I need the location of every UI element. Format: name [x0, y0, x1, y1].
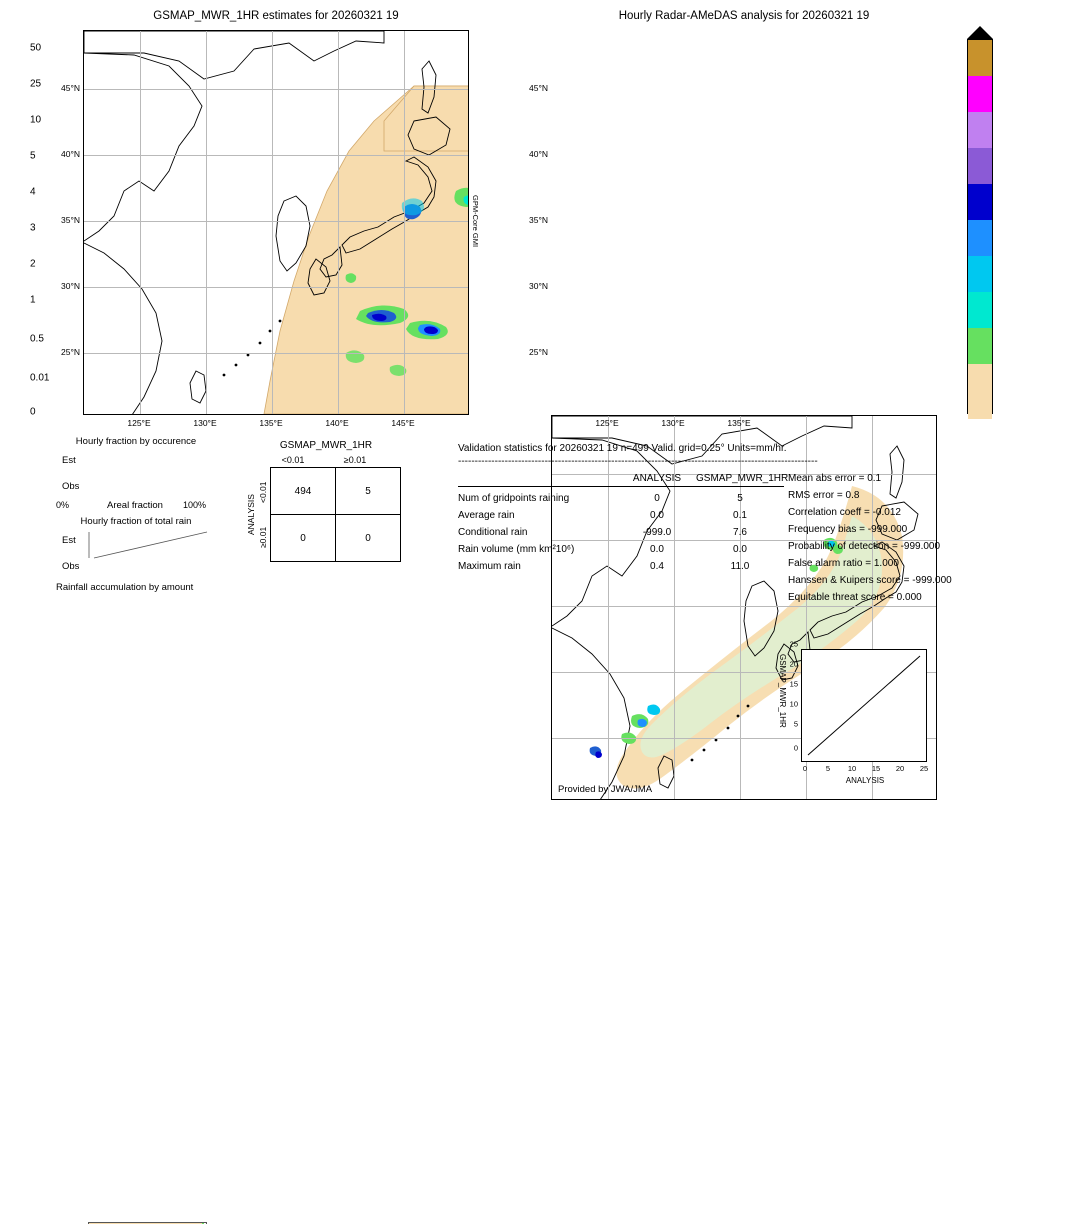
- scatter-inset: [801, 649, 927, 762]
- map-credit: Provided by JWA/JMA: [558, 784, 653, 795]
- left-map-lon-130: 130°E: [193, 418, 217, 428]
- table-row: [458, 493, 784, 510]
- total-rain-row-label-est: Est: [62, 535, 76, 546]
- validation-row-gsmap-0: 5: [737, 493, 743, 504]
- left-map-lon-135: 135°E: [259, 418, 283, 428]
- occurrence-axis-max: 100%: [183, 500, 207, 510]
- colorbar-label-5: 5: [30, 150, 36, 162]
- occurrence-axis-min: 0%: [56, 500, 70, 510]
- contingency-col-header-1: <0.01: [281, 455, 305, 465]
- validation-row-label-1: Average rain: [458, 510, 515, 521]
- colorbar-seg-0.5: [968, 328, 992, 364]
- validation-row-label-0: Num of gridpoints raining: [458, 493, 570, 504]
- contingency-cell-11: 0: [336, 515, 401, 562]
- inset-xtick-0: 0: [802, 764, 808, 773]
- validation-row-analysis-0: 0: [654, 493, 660, 504]
- inset-ytick-10: 10: [789, 699, 798, 709]
- occurrence-title: Hourly fraction by occurence: [75, 436, 197, 447]
- contingency-row-header-2: ≥0.01: [258, 526, 268, 548]
- table-row: [458, 561, 784, 578]
- colorbar-label-3: 3: [30, 222, 36, 234]
- colorbar-label-0: 0: [30, 406, 36, 418]
- occurrence-bar-est: [88, 1222, 207, 1224]
- contingency-row-header-1: <0.01: [258, 481, 268, 503]
- validation-row-analysis-3: 0.0: [650, 544, 664, 555]
- inset-ytick-15: 15: [789, 679, 798, 689]
- validation-col-header-gsmap: GSMAP_MWR_1HR: [696, 473, 789, 484]
- colorbar-arrow-icon: [967, 26, 993, 39]
- right-map-lat-30: 30°N: [529, 281, 548, 291]
- left-map-lon-125: 125°E: [127, 418, 151, 428]
- left-panel-title: GSMAP_MWR_1HR estimates for 20260321 19: [153, 10, 399, 22]
- inset-ytick-20: 20: [789, 659, 798, 669]
- colorbar-seg-3: [968, 220, 992, 256]
- colorbar-seg-5: [968, 148, 992, 184]
- contingency-title: GSMAP_MWR_1HR: [279, 440, 373, 451]
- colorbar-seg-50: [968, 40, 992, 76]
- validation-metric-4: Probability of detection = -999.000: [788, 541, 941, 552]
- validation-row-analysis-1: 0.0: [650, 510, 664, 521]
- occurrence-axis-label: Areal fraction: [107, 500, 163, 511]
- validation-row-label-3: Rain volume (mm km²10⁶): [458, 544, 575, 555]
- validation-metric-2: Correlation coeff = -0.012: [788, 507, 901, 518]
- validation-row-label-4: Maximum rain: [458, 561, 521, 572]
- right-map-lon-135: 135°E: [727, 418, 751, 428]
- colorbar-label-50: 50: [30, 42, 42, 54]
- left-map-lat-30: 30°N: [61, 281, 80, 291]
- contingency-cell-00: 494: [271, 468, 336, 515]
- right-map-lat-35: 35°N: [529, 215, 548, 225]
- inset-ytick-0: 0: [793, 743, 798, 753]
- colorbar-label-25: 25: [30, 78, 42, 90]
- colorbar-seg-25: [968, 76, 992, 112]
- inset-xtick-15: 15: [871, 764, 881, 773]
- contingency-table: [270, 467, 401, 562]
- inset-xtick-25: 25: [919, 764, 929, 773]
- table-row: [458, 544, 784, 561]
- right-map-lon-125: 125°E: [595, 418, 619, 428]
- inset-xlabel: ANALYSIS: [845, 776, 885, 785]
- left-map-lat-45: 45°N: [61, 83, 80, 93]
- total-rain-title: Hourly fraction of total rain: [80, 516, 192, 527]
- validation-table: [458, 493, 784, 578]
- validation-metric-5: False alarm ratio = 1.000: [788, 558, 899, 569]
- left-map-lat-40: 40°N: [61, 149, 80, 159]
- left-map-lat-35: 35°N: [61, 215, 80, 225]
- colorbar-seg-1: [968, 292, 992, 328]
- colorbar-seg-4: [968, 184, 992, 220]
- validation-metric-1: RMS error = 0.8: [788, 490, 860, 501]
- inset-xtick-10: 10: [847, 764, 857, 773]
- validation-metric-3: Frequency bias = -999.000: [788, 524, 908, 535]
- colorbar-seg-0.01: [968, 364, 992, 419]
- colorbar: [967, 39, 993, 414]
- table-row: [458, 510, 784, 527]
- validation-row-gsmap-2: 7.6: [733, 527, 747, 538]
- colorbar-label-1: 1: [30, 294, 36, 306]
- total-rain-row-label-obs: Obs: [62, 561, 80, 572]
- inset-ylabel: GSMAP_MWR_1HR: [778, 654, 787, 728]
- validation-metric-6: Hanssen & Kuipers score = -999.000: [788, 575, 952, 586]
- validation-col-header-analysis: ANALYSIS: [632, 473, 682, 484]
- inset-ytick-5: 5: [793, 719, 798, 729]
- occurrence-row-label-obs: Obs: [62, 481, 80, 492]
- validation-metric-0: Mean abs error = 0.1: [788, 473, 882, 484]
- left-map-lon-140: 140°E: [325, 418, 349, 428]
- colorbar-label-4: 4: [30, 186, 36, 198]
- colorbar-label-2: 2: [30, 258, 36, 270]
- validation-row-gsmap-1: 0.1: [733, 510, 747, 521]
- total-rain-caption: Rainfall accumulation by amount: [56, 582, 194, 593]
- left-map-lat-25: 25°N: [61, 347, 80, 357]
- contingency-row-axis-label: ANALYSIS: [246, 494, 256, 535]
- validation-metric-7: Equitable threat score = 0.000: [788, 592, 922, 603]
- right-map-lat-25: 25°N: [529, 347, 548, 357]
- table-row: [271, 468, 401, 515]
- validation-row-gsmap-3: 0.0: [733, 544, 747, 555]
- validation-block: Validation statistics for 20260321 19 n=499 Valid. grid=0.25° Units=mm/hr. ------------------------------------------------------------------------------------------------------------ ANALYSIS GSMAP_MWR_1HR Num of gridpoints raining 0 5 Average rain 0.0 0.1 Conditional rain -999.0 7.6 Rain volume (mm km²10⁶) 0.0 0.0 Maximum rain 0.4 11.0 Mean abs error = 0.1 RMS error = 0.8 Correlation coeff = -0.012 Frequency bias = -999.000 Probability of detection = -999.000 False alarm ratio = 1.000 Hanssen & Kuipers score = -999.000 Equitable threat score = 0.000: [458, 443, 1070, 603]
- sensor-label: GPM-Core GMI: [471, 195, 480, 248]
- inset-xtick-5: 5: [825, 764, 831, 773]
- right-map-lat-45: 45°N: [529, 83, 548, 93]
- colorbar-label-0.01: 0.01: [30, 372, 50, 384]
- occurrence-row-label-est: Est: [62, 455, 76, 466]
- inset-xtick-20: 20: [895, 764, 905, 773]
- validation-title: Validation statistics for 20260321 19 n=499 Valid. grid=0.25° Units=mm/hr.: [458, 443, 787, 454]
- right-map-lon-130: 130°E: [661, 418, 685, 428]
- inset-ytick-25: 25: [789, 639, 798, 649]
- contingency-col-header-2: ≥0.01: [343, 455, 367, 465]
- colorbar-seg-2: [968, 256, 992, 292]
- left-map: [83, 30, 469, 415]
- table-row: [458, 527, 784, 544]
- validation-row-gsmap-4: 11.0: [730, 561, 750, 572]
- colorbar-label-10: 10: [30, 114, 42, 126]
- contingency-cell-01: 5: [336, 468, 401, 515]
- left-map-lon-145: 145°E: [391, 418, 415, 428]
- validation-row-analysis-2: -999.0: [642, 527, 672, 538]
- colorbar-seg-10: [968, 112, 992, 148]
- contingency-table-block: [246, 440, 406, 562]
- table-row: [271, 515, 401, 562]
- colorbar-label-0.5: 0.5: [30, 333, 44, 345]
- contingency-cell-10: 0: [271, 515, 336, 562]
- validation-row-label-2: Conditional rain: [458, 527, 528, 538]
- right-panel-title: Hourly Radar-AMeDAS analysis for 20260321 19: [618, 10, 870, 22]
- right-map-lat-40: 40°N: [529, 149, 548, 159]
- validation-row-analysis-4: 0.4: [650, 561, 664, 572]
